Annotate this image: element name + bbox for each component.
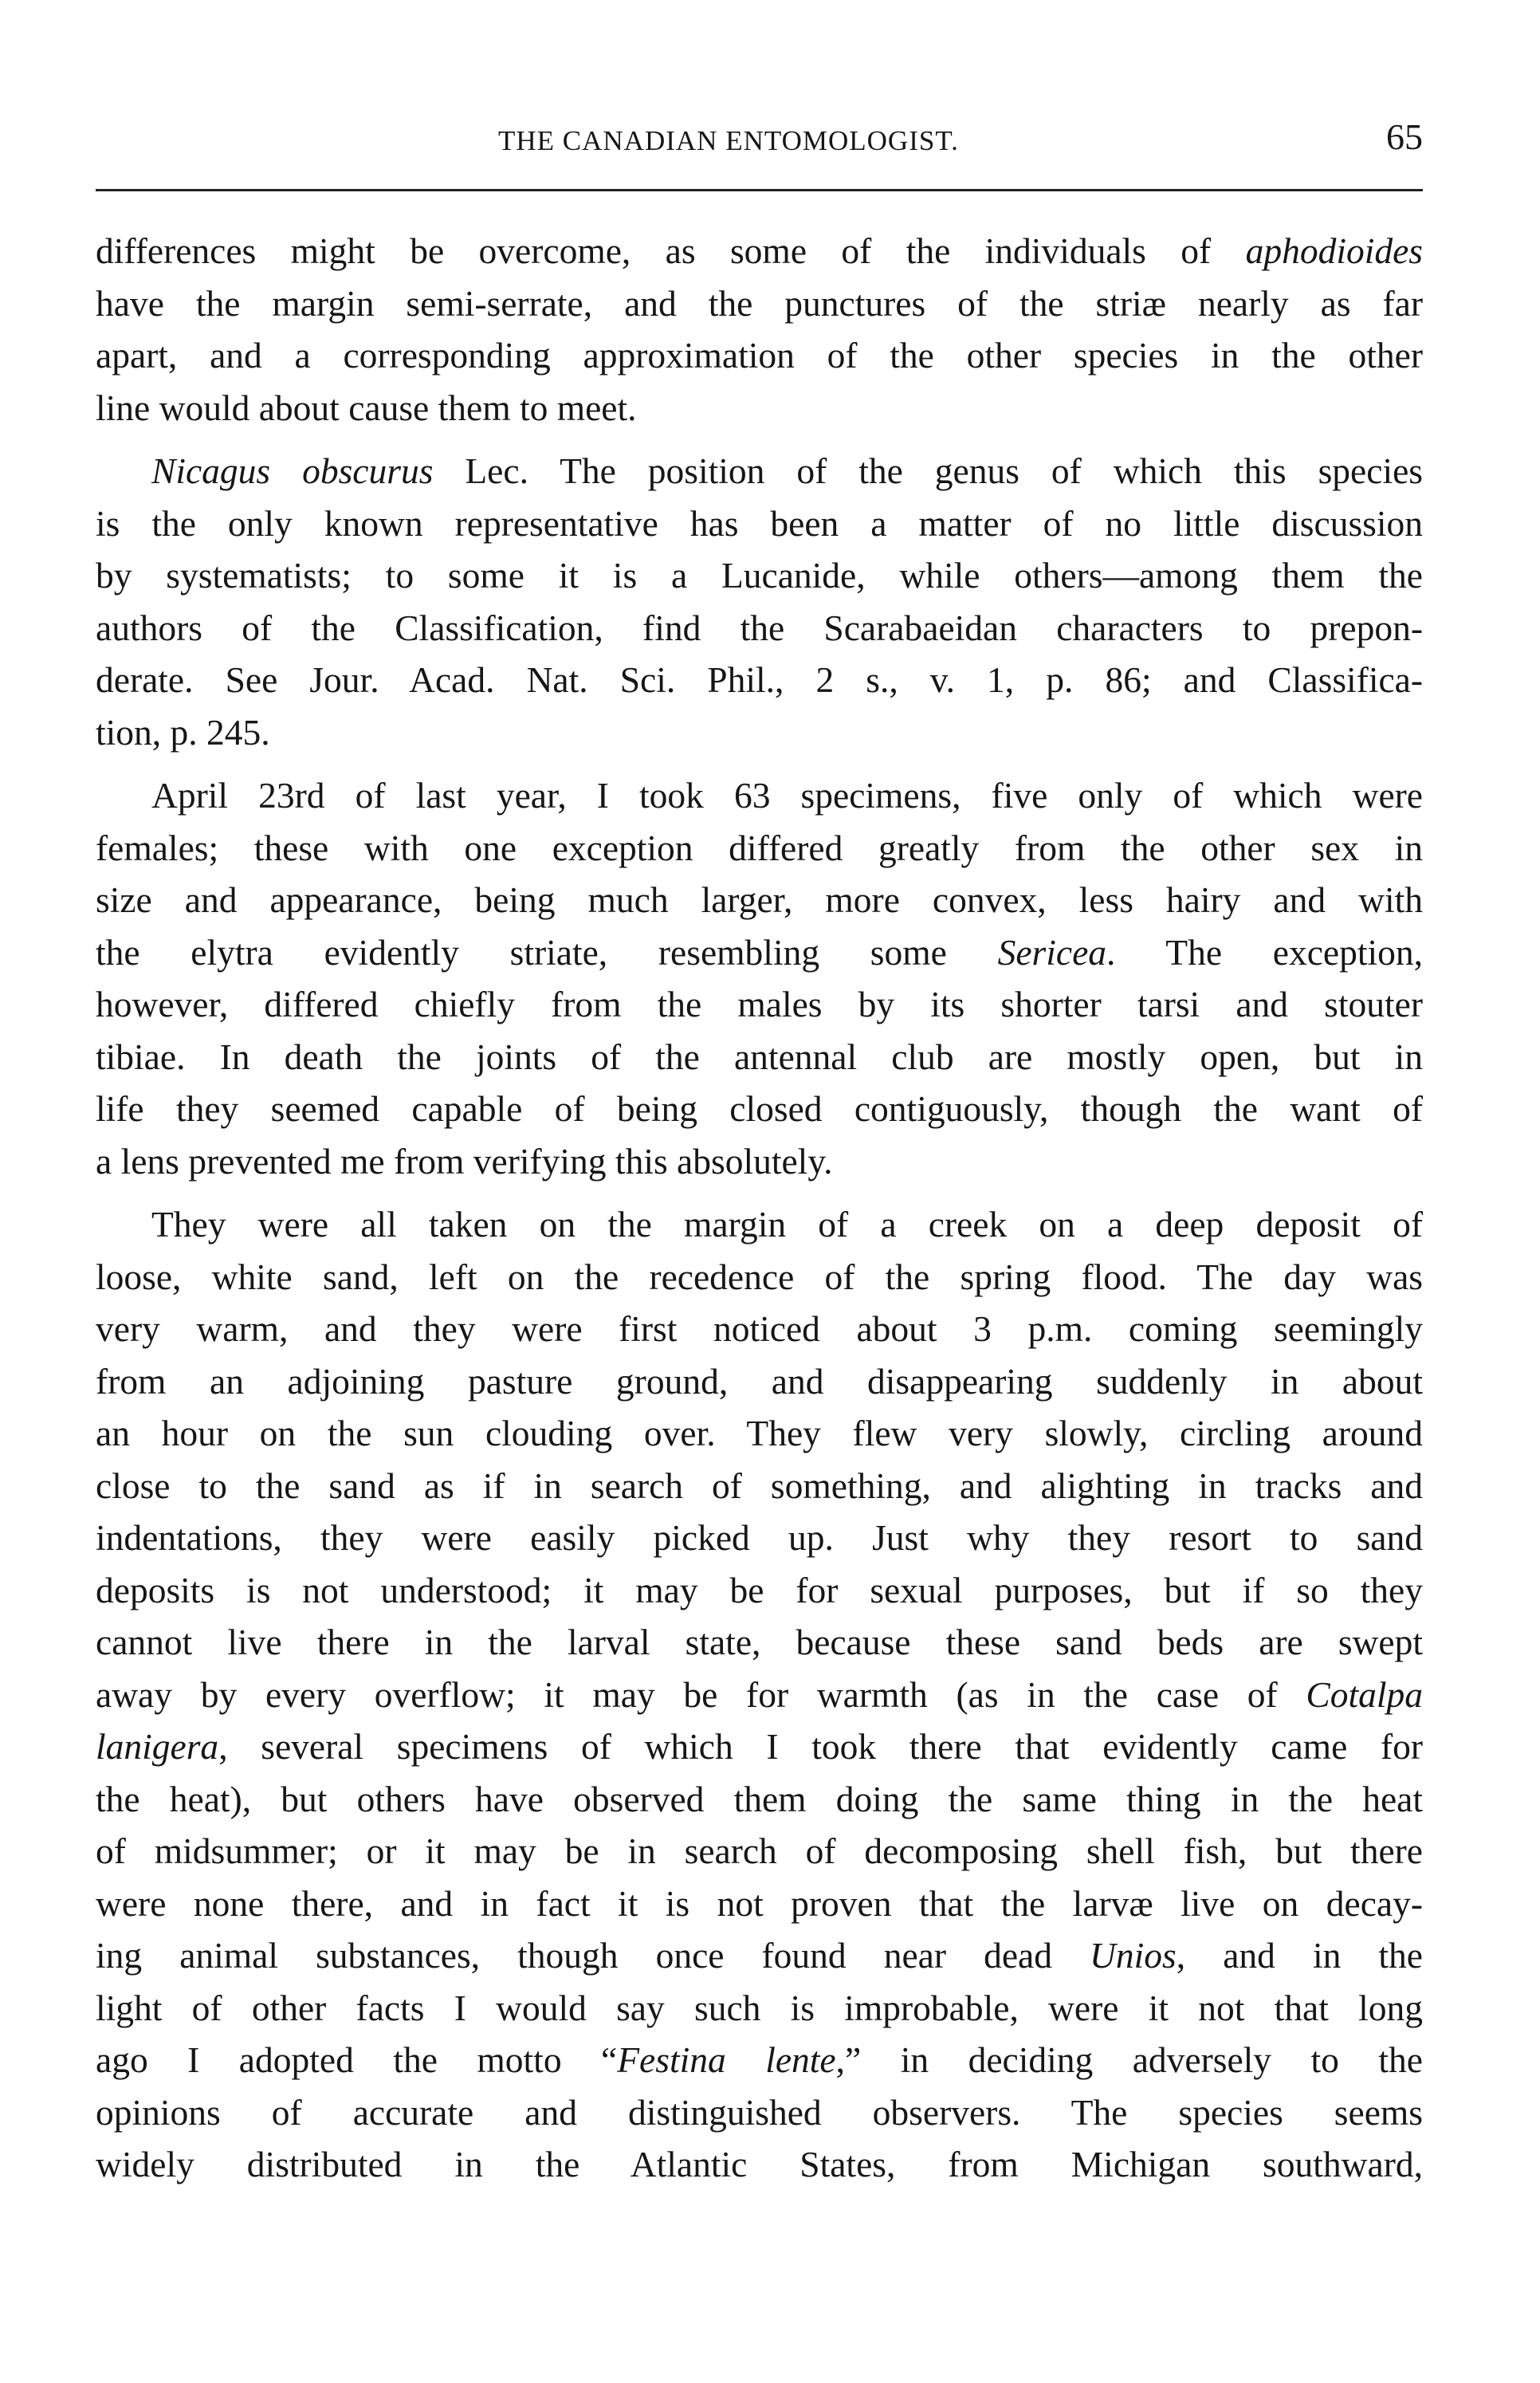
body-text (96, 225, 1423, 2191)
text-line: very warm, and they were first noticed about 3 p.m. coming seemingly (96, 1308, 1423, 1349)
paragraph-2 (96, 445, 1423, 758)
text-line: cannot live there in the larval state, because these sand beds are swept (96, 1622, 1423, 1662)
text-line: from an adjoining pasture ground, and disappearing suddenly in about (96, 1360, 1423, 1402)
text-line: opinions of accurate and distinguished observers. The species seems (96, 2091, 1423, 2133)
text-line: the heat), but others have observed them doing the same thing in the heat (96, 1778, 1423, 1819)
text-line: authors of the Classification, find the Scarabaeidan characters to prepon- (96, 607, 1423, 648)
text-line: size and appearance, being much larger, more convex, less hairy and with (96, 879, 1423, 920)
text-line: close to the sand as if in search of something, and alighting in tracks and (96, 1465, 1423, 1506)
text-line: life they seemed capable of being closed contiguously, though the want of (96, 1088, 1423, 1129)
text-line: Nicagus obscurus Lec. The position of the genus of which this species (151, 450, 1423, 491)
header-rule (96, 189, 1423, 191)
text-line: light of other facts I would say such is improbable, were it not that long (96, 1987, 1423, 2028)
text-line: ing animal substances, though once found near dead Unios, and in the (96, 1935, 1423, 1976)
text-line: have the margin semi-serrate, and the punctures of the striæ nearly as far (96, 282, 1423, 324)
text-line: lanigera, several specimens of which I took there that evidently came for (96, 1726, 1423, 1767)
text-line: line would about cause them to meet. (96, 387, 637, 428)
text-line: however, differed chiefly from the males by its shorter tarsi and stouter (96, 984, 1423, 1024)
text-line: away by every overflow; it may be for warmth (as in the case of Cotalpa (96, 1673, 1423, 1715)
text-line: April 23rd of last year, I took 63 specimens, five only of which were (151, 775, 1423, 816)
page (96, 116, 1423, 2202)
text-line: deposits is not understood; it may be for sexual purposes, but if so they (96, 1569, 1423, 1610)
text-line: an hour on the sun clouding over. They flew very slowly, circling around (96, 1413, 1423, 1453)
text-line: tibiae. In death the joints of the antennal club are mostly open, but in (96, 1036, 1423, 1077)
paragraph-1 (96, 225, 1423, 434)
text-line: differences might be overcome, as some of the individuals of aphodioides (96, 230, 1423, 271)
running-title: THE CANADIAN ENTOMOLOGIST. (498, 125, 959, 156)
page-number: 65 (1386, 116, 1423, 157)
text-line: the elytra evidently striate, resembling some Sericea. The exception, (96, 931, 1423, 973)
text-line: They were all taken on the margin of a creek on a deep deposit of (151, 1204, 1423, 1245)
text-line: were none there, and in fact it is not proven that the larvæ live on decay- (96, 1882, 1423, 1924)
text-line: tion, p. 245. (96, 711, 270, 753)
text-line: derate. See Jour. Acad. Nat. Sci. Phil., 2 s., v. 1, p. 86; and Classifica- (96, 659, 1423, 700)
text-line: ago I adopted the motto “Festina lente,” in deciding adversely to the (96, 2039, 1423, 2080)
text-line: apart, and a corresponding approximation of the other species in the other (96, 335, 1423, 376)
text-line: a lens prevented me from verifying this absolutely. (96, 1140, 833, 1182)
text-line: loose, white sand, left on the recedence of the spring flood. The day was (96, 1256, 1423, 1297)
text-line: by systematists; to some it is a Lucanide, while others—among them the (96, 555, 1423, 596)
text-line: is the only known representative has been a matter of no little discussion (96, 502, 1423, 544)
paragraph-3 (96, 769, 1423, 1187)
text-line: indentations, they were easily picked up. Just why they resort to sand (96, 1517, 1423, 1558)
text-line: females; these with one exception differed greatly from the other sex in (96, 827, 1423, 868)
text-line: widely distributed in the Atlantic States, from Michigan southward, (96, 2144, 1423, 2184)
text-line: of midsummer; or it may be in search of decomposing shell fish, but there (96, 1831, 1423, 1871)
paragraph-4 (96, 1198, 1423, 2191)
running-header (96, 116, 1423, 163)
